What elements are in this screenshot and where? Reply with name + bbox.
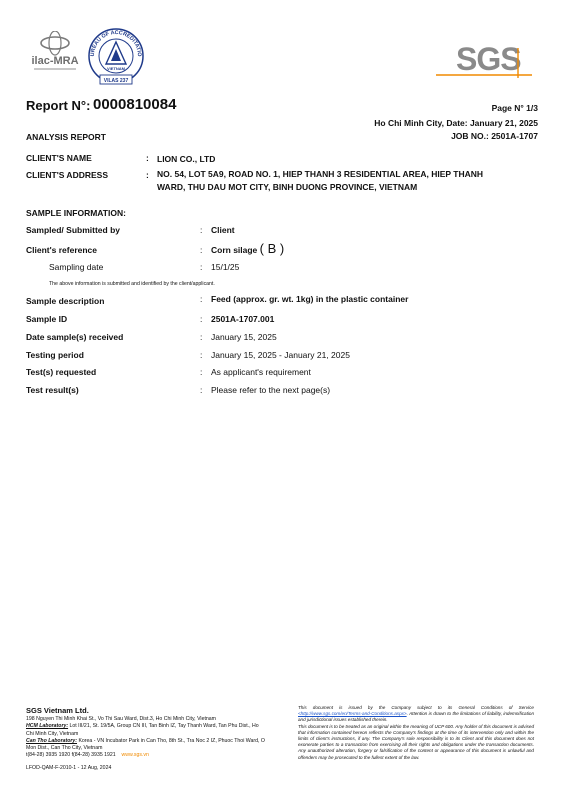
date-received: January 15, 2025 (211, 332, 277, 342)
footer-company-name: SGS Vietnam Ltd. (26, 706, 89, 715)
colon: : (200, 332, 203, 342)
footer-form-code: LFOD-QAM-F-2010-1 - 12 Aug, 2024 (26, 765, 112, 772)
sampling-date: 15/1/25 (211, 262, 240, 272)
footer-company-info (26, 707, 266, 773)
sample-description-label: Sample description (26, 296, 105, 306)
colon: : (200, 385, 203, 395)
colon: : (200, 350, 203, 360)
page-number: Page N° 1/3 (491, 103, 538, 113)
client-reference-mark: ( B ) (259, 241, 285, 256)
hcm-lab-address: Lot III/21, St. 19/5A, Group CN III, Tan Binh IZ, Tay Thanh Ward, Tan Phu Dist., Ho Chi Minh City, Vietnam (26, 723, 259, 737)
client-name: LION CO., LTD (157, 154, 216, 164)
colon: : (146, 170, 149, 180)
footer-website-link[interactable]: www.sgs.vn (121, 752, 149, 759)
tests-requested: As applicant's requirement (211, 367, 311, 377)
colon: : (200, 262, 203, 272)
footer-phone: t(84-28) 3935 1920 f(84-28) 3935 1921 (26, 752, 116, 759)
client-reference (211, 241, 284, 256)
sample-id: 2501A-1707.001 (211, 314, 275, 324)
footer-disclaimer (298, 705, 534, 761)
colon: : (200, 294, 203, 304)
ct-lab-label: Can Tho Laboratory: (26, 737, 78, 744)
report-number-label: Report N°: (26, 98, 91, 113)
test-results: Please refer to the next page(s) (211, 385, 331, 395)
colon: : (200, 314, 203, 324)
colon: : (200, 225, 203, 235)
colon: : (146, 153, 149, 163)
tests-requested-label: Test(s) requested (26, 367, 97, 377)
client-address-label: CLIENT'S ADDRESS (26, 170, 108, 180)
footer-hcm-lab (26, 723, 266, 737)
accreditation-seal-logo (80, 26, 152, 86)
hcm-lab-label: HCM Laboratory: (26, 723, 69, 730)
terms-conditions-link[interactable]: <http://www.sgs.com/en/Terms-and-Conditions.aspx> (298, 711, 407, 717)
submitted-by-label: Sampled/ Submitted by (26, 225, 120, 235)
client-reference-text: Corn silage (211, 245, 258, 255)
date-received-label: Date sample(s) received (26, 332, 124, 342)
report-title: ANALYSIS REPORT (26, 132, 106, 142)
sample-id-label: Sample ID (26, 314, 68, 324)
client-reference-label: Client's reference (26, 245, 97, 255)
testing-period: January 15, 2025 - January 21, 2025 (211, 350, 350, 360)
colon: : (200, 367, 203, 377)
ct-lab-address: Korea - VN Incubator Park in Can Tho, 8th St., Tra Noc 2 IZ, Phuoc Thoi Ward, O Mon Dist., Can Tho City, Vietnam (26, 737, 265, 752)
job-number: JOB NO.: 2501A-1707 (451, 131, 538, 141)
report-city-date: Ho Chi Minh City, Date: January 21, 2025 (374, 118, 538, 128)
footer-contact (26, 752, 266, 759)
test-results-label: Test result(s) (26, 385, 79, 395)
disclaimer-part-2: . Attention is drawn to the limitations of liability, indemnification and jurisdictional issues established therein. (298, 711, 534, 723)
footer-ct-lab (26, 738, 266, 752)
ilac-mra-logo (30, 31, 80, 77)
footer-address: 198 Nguyen Thi Minh Khai St., Vo Thi Sau Ward, Dist.3, Ho Chi Minh City, Vietnam (26, 716, 217, 723)
svg-text:VIETNAM: VIETNAM (107, 66, 125, 71)
disclaimer-part-1: This document is issued by the Company subject to its General Conditions of Service (298, 705, 534, 710)
sgs-logo (436, 40, 538, 80)
client-info-note: The above information is submitted and identified by the client/applicant. (49, 281, 215, 287)
colon: : (200, 245, 203, 255)
svg-text:SGS: SGS (456, 41, 521, 77)
report-number: 0000810084 (93, 96, 177, 113)
client-address: NO. 54, LOT 5A9, ROAD NO. 1, HIEP THANH 3 RESIDENTIAL AREA, HIEP THANH WARD, THU DAU MOT CITY, BINH DUONG PROVINCE, VIETNAM (157, 169, 484, 192)
submitted-by: Client (211, 225, 235, 235)
svg-text:BUREAU OF ACCREDITATION: UREAU OF ACCREDITATIO (89, 29, 143, 57)
sample-info-heading: SAMPLE INFORMATION: (26, 208, 126, 218)
client-name-label: CLIENT'S NAME (26, 153, 92, 163)
sample-description: Feed (approx. gr. wt. 1kg) in the plastic container (211, 294, 409, 304)
svg-text:VILAS 237: VILAS 237 (103, 77, 129, 84)
svg-text:ilac-MRA: ilac-MRA (31, 55, 79, 67)
testing-period-label: Testing period (26, 350, 84, 360)
sampling-date-label: Sampling date (49, 262, 104, 272)
disclaimer-part-3: This document is to be treated as an original within the meaning of UCP 600. Any holder of this document is advised that information contained hereon reflects the Company's findings at the time of its intervention only and within the limits of client's instructions, if any. The Company's sole responsibility is to its Client and this document does not exonerate parties to a transaction from exercising all their rights and obligations under the transaction documents. Any unauthorized alteration, forgery or falsification of the content or appearance of this document is unlawful and offenders may be prosecuted to the fullest extent of the law. (298, 723, 534, 760)
